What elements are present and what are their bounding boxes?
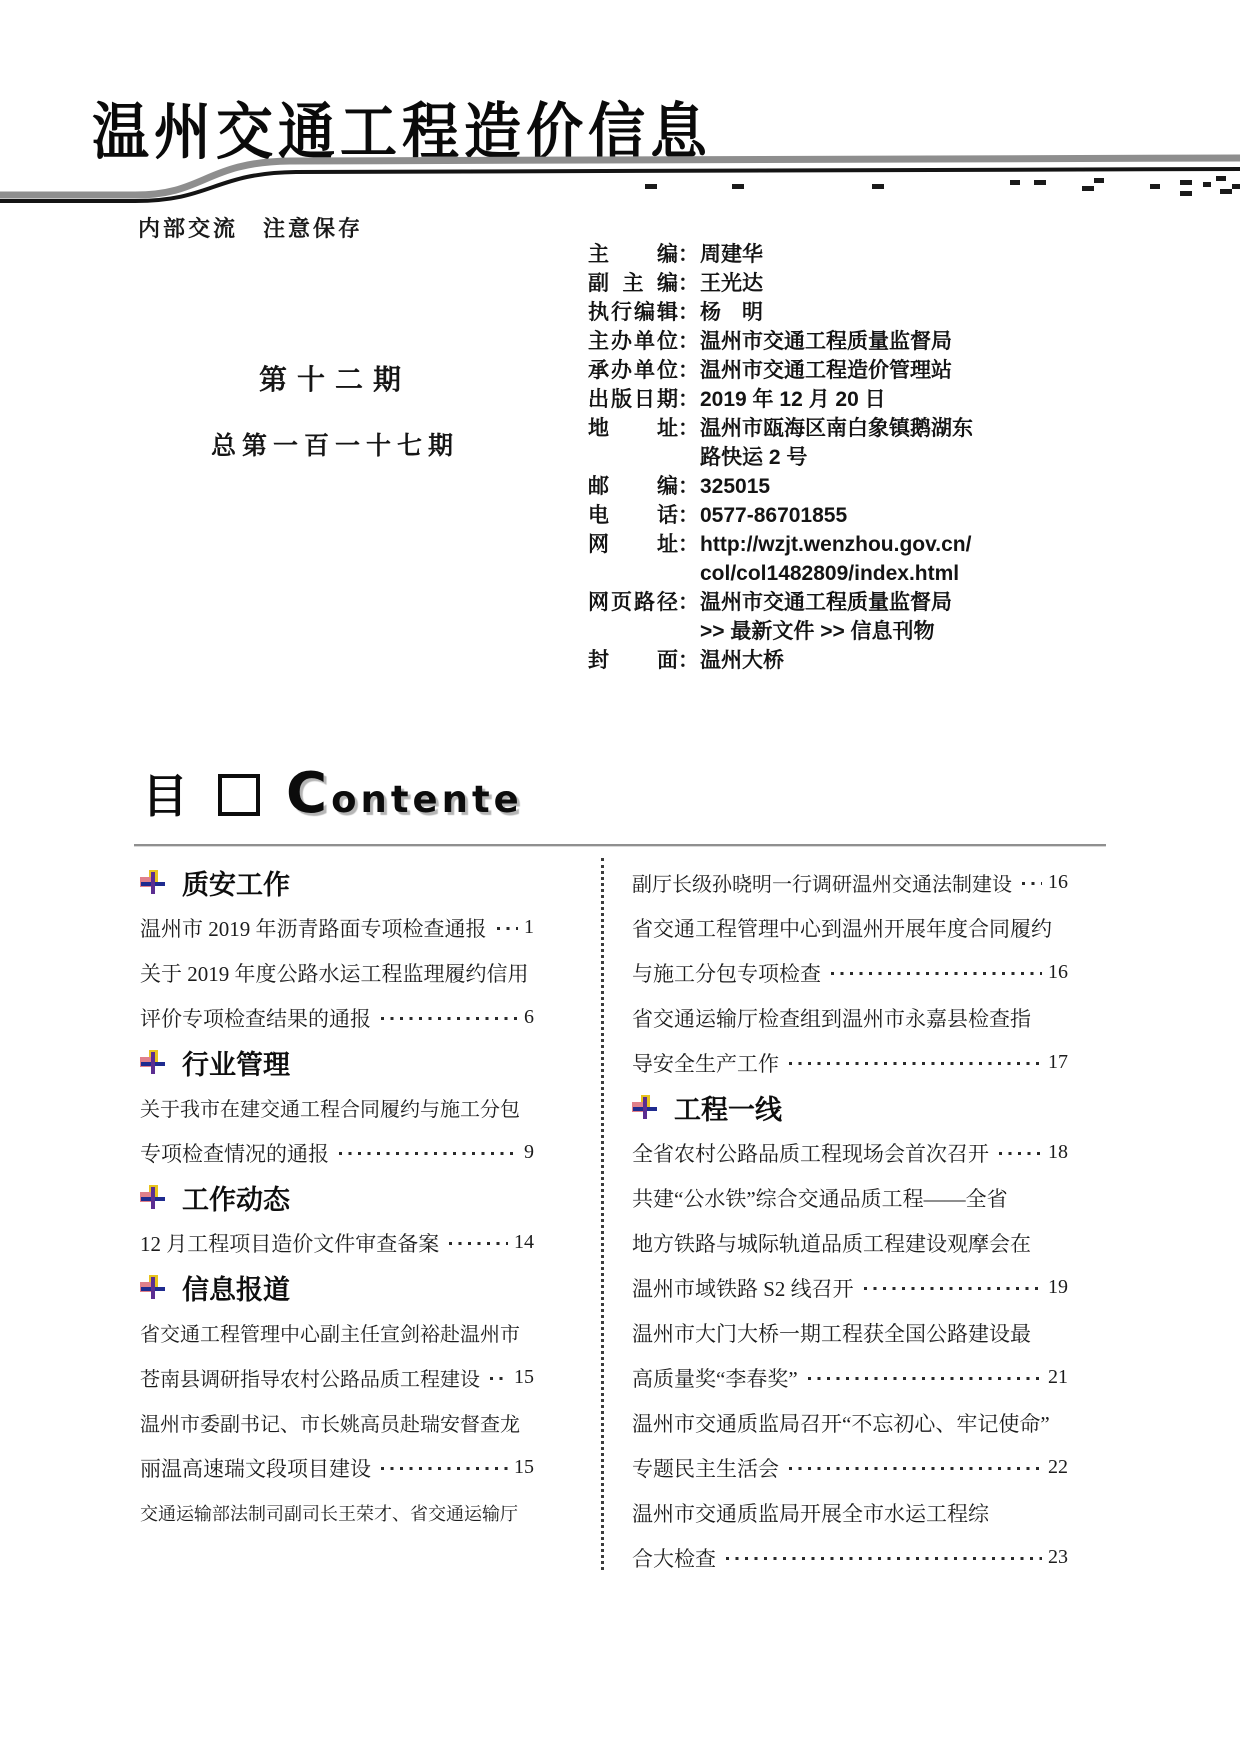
info-row: [588, 414, 1058, 443]
toc-entry-text: 合大检查: [632, 1546, 716, 1571]
info-label: 出版日期: [588, 388, 678, 411]
toc-entry-line: [140, 905, 534, 950]
toc-entry-text: 苍南县调研指导农村公路品质工程建设: [140, 1369, 480, 1391]
section-bullet-icon: [140, 1185, 166, 1211]
page-number: 16: [1048, 871, 1068, 893]
toc-entry-line: [632, 1355, 1068, 1400]
info-row: [588, 646, 1058, 675]
issue-block: [170, 358, 500, 462]
toc-entry-line: [632, 1265, 1068, 1310]
info-continuation: 路快运 2 号: [700, 446, 808, 469]
toc-entry-line: [140, 1130, 534, 1175]
publication-info: [588, 240, 1058, 675]
info-row: [588, 356, 1058, 385]
dot-leader: [449, 1242, 508, 1245]
info-label: 网址: [588, 533, 678, 556]
page-number: 15: [514, 1366, 534, 1388]
dot-leader: [864, 1287, 1042, 1290]
dot-leader: [381, 1467, 508, 1470]
toc-entry-line: [632, 1535, 1068, 1580]
dot-leader: [497, 927, 519, 930]
page-number: 21: [1048, 1366, 1068, 1388]
toc-entry-line: [140, 1085, 534, 1130]
info-row: [588, 298, 1058, 327]
toc-section-label: 质安工作: [182, 870, 290, 900]
page-number: 14: [514, 1231, 534, 1253]
dot-leader: [339, 1152, 518, 1155]
dot-leader: [789, 1062, 1042, 1065]
toc-entry-text: 导安全生产工作: [632, 1051, 779, 1076]
info-value: 王光达: [700, 272, 763, 295]
info-label: 副主编: [588, 272, 678, 295]
info-colon: ：: [678, 243, 699, 266]
info-label: 主编: [588, 243, 678, 266]
toc-entry-text: 关于我市在建交通工程合同履约与施工分包: [140, 1099, 520, 1121]
toc-entry-text: 12 月工程项目造价文件审查备案: [140, 1231, 440, 1256]
info-value: 温州大桥: [700, 649, 784, 672]
toc-section-label: 工作动态: [182, 1185, 290, 1215]
info-colon: ：: [678, 533, 699, 556]
toc-entry-text: 地方铁路与城际轨道品质工程建设观摩会在: [632, 1231, 1031, 1256]
toc-entry-line: [632, 1220, 1068, 1265]
info-colon: ：: [678, 301, 699, 324]
toc-entry-text: 关于 2019 年度公路水运工程监理履约信用: [140, 961, 529, 986]
info-label: 封面: [588, 649, 678, 672]
toc-entry-line: [632, 1175, 1068, 1220]
toc-entry-line: [140, 1220, 534, 1265]
info-value: 温州市交通工程质量监督局: [700, 591, 952, 614]
info-value: 0577-86701855: [700, 504, 848, 527]
toc-entry-line: [140, 995, 534, 1040]
info-label: 执行编辑: [588, 301, 678, 324]
info-rows: [588, 240, 1058, 675]
toc-entry-line: [140, 1355, 534, 1400]
page-number: 23: [1048, 1546, 1068, 1568]
info-continuation: col/col1482809/index.html: [700, 562, 960, 585]
info-row: [588, 240, 1058, 269]
toc-entry-line: [632, 905, 1068, 950]
info-colon: ：: [678, 591, 699, 614]
info-row: [588, 530, 1058, 559]
info-value: 温州市交通工程质量监督局: [700, 330, 952, 353]
toc-entry-text: 温州市委副书记、市长姚高员赴瑞安督查龙: [140, 1414, 520, 1436]
toc-entry-text: 评价专项检查结果的通报: [140, 1006, 371, 1031]
toc-entry-line: [632, 950, 1068, 995]
toc-entry-text: 省交通运输厅检查组到温州市永嘉县检查指: [632, 1006, 1031, 1031]
toc-entry-text: 温州市域铁路 S2 线召开: [632, 1276, 854, 1301]
dot-leader: [999, 1152, 1042, 1155]
toc-entry-text: 与施工分包专项检查: [632, 961, 821, 986]
contents-en-rest: ontente: [331, 777, 523, 821]
toc-entry-text: 交通运输部法制司副司长王荣才、省交通运输厅: [140, 1503, 518, 1524]
toc-entry-text: 丽温高速瑞文段项目建设: [140, 1456, 371, 1481]
info-value: 2019 年 12 月 20 日: [700, 388, 886, 411]
info-label: 地址: [588, 417, 678, 440]
info-value: 温州市交通工程造价管理站: [700, 359, 952, 382]
info-colon: ：: [678, 649, 699, 672]
toc-section-heading: [140, 860, 534, 905]
toc-entry-line: [632, 1400, 1068, 1445]
dot-leader: [490, 1377, 508, 1380]
dot-leader: [381, 1017, 518, 1020]
info-row: [588, 501, 1058, 530]
page-title: 温州交通工程造价信息: [92, 95, 712, 169]
info-label: 电话: [588, 504, 678, 527]
toc-entry-line: [140, 1400, 534, 1445]
info-row: [588, 327, 1058, 356]
toc-entry-line: [632, 1310, 1068, 1355]
toc-entry-text: 高质量奖“李春奖”: [632, 1366, 798, 1391]
page-number: 19: [1048, 1276, 1068, 1298]
page-number: 17: [1048, 1051, 1068, 1073]
toc-section-heading: [140, 1175, 534, 1220]
info-value: 温州市瓯海区南白象镇鹅湖东: [700, 417, 973, 440]
toc-entry-line: [140, 950, 534, 995]
contents-en-initial: C: [286, 760, 332, 826]
info-colon: ：: [678, 475, 699, 498]
toc-entry-line: [140, 1490, 534, 1535]
info-continuation: >> 最新文件 >> 信息刊物: [700, 620, 935, 643]
info-colon: ：: [678, 504, 699, 527]
contents-heading: [142, 760, 523, 826]
header-dashes: [645, 176, 1240, 196]
missing-glyph-box: [218, 774, 260, 816]
section-bullet-icon: [140, 1275, 166, 1301]
toc-section-label: 信息报道: [182, 1275, 290, 1305]
page-number: 6: [524, 1006, 534, 1028]
toc-entry-text: 省交通工程管理中心到温州开展年度合同履约: [632, 916, 1052, 941]
page-number: 9: [524, 1141, 534, 1163]
contents-divider-rule: [134, 844, 1106, 847]
page-number: 16: [1048, 961, 1068, 983]
toc-entry-text: 共建“公水铁”综合交通品质工程——全省: [632, 1186, 1008, 1211]
toc-entry-text: 副厅长级孙晓明一行调研温州交通法制建设: [632, 874, 1012, 896]
info-label: 网页路径: [588, 591, 678, 614]
toc-entry-line: [632, 1445, 1068, 1490]
toc-entry-text: 全省农村公路品质工程现场会首次召开: [632, 1141, 989, 1166]
contents-heading-en: [286, 761, 523, 826]
contents-heading-zh: 目: [142, 770, 188, 822]
dot-leader: [808, 1377, 1042, 1380]
toc-section-label: 工程一线: [674, 1095, 782, 1125]
dot-leader: [789, 1467, 1042, 1470]
info-value: 杨 明: [700, 301, 763, 324]
toc-section-heading: [140, 1040, 534, 1085]
info-value: http://wzjt.wenzhou.gov.cn/: [700, 533, 972, 556]
info-colon: ：: [678, 272, 699, 295]
toc-entry-text: 专题民主生活会: [632, 1456, 779, 1481]
section-bullet-icon: [140, 1050, 166, 1076]
page-number: 22: [1048, 1456, 1068, 1478]
toc-entry-line: [140, 1310, 534, 1355]
page-number: 15: [514, 1456, 534, 1478]
toc-section-heading: [632, 1085, 1068, 1130]
toc-entry-text: 温州市 2019 年沥青路面专项检查通报: [140, 916, 487, 941]
column-divider-dotted: [601, 858, 604, 1570]
toc-entry-line: [632, 1130, 1068, 1175]
toc-entry-text: 专项检查情况的通报: [140, 1141, 329, 1166]
header-swoosh-decoration: [0, 148, 1240, 212]
toc-entry-line: [632, 995, 1068, 1040]
info-label: 主办单位: [588, 330, 678, 353]
toc-entry-line: [140, 1445, 534, 1490]
info-value: 周建华: [700, 243, 763, 266]
info-row: [588, 472, 1058, 501]
info-colon: ：: [678, 388, 699, 411]
dot-leader: [831, 972, 1042, 975]
toc-entry-text: 温州市交通质监局召开“不忘初心、牢记使命”: [632, 1411, 1050, 1436]
toc-left-column: [140, 860, 534, 1535]
toc-right-column: [632, 860, 1068, 1580]
info-label: 邮编: [588, 475, 678, 498]
info-colon: ：: [678, 330, 699, 353]
info-colon: ：: [678, 359, 699, 382]
page-number: 1: [524, 916, 534, 938]
section-bullet-icon: [140, 870, 166, 896]
info-value: 325015: [700, 475, 771, 498]
issue-total-number: 总第一百一十七期: [210, 433, 459, 460]
info-label: 承办单位: [588, 359, 678, 382]
info-row: [588, 269, 1058, 298]
info-colon: ：: [678, 417, 699, 440]
info-row: [588, 588, 1058, 617]
info-row: [588, 385, 1058, 414]
internal-notice: 内部交流 注意保存: [138, 216, 364, 241]
toc-entry-line: [632, 1490, 1068, 1535]
section-bullet-icon: [632, 1095, 658, 1121]
issue-number: 第十二期: [258, 365, 411, 396]
page-number: 18: [1048, 1141, 1068, 1163]
toc-entry-line: [632, 860, 1068, 905]
toc-entry-text: 温州市大门大桥一期工程获全国公路建设最: [632, 1321, 1031, 1346]
toc-entry-text: 温州市交通质监局开展全市水运工程综: [632, 1501, 989, 1526]
toc-section-label: 行业管理: [182, 1050, 290, 1080]
dot-leader: [1022, 882, 1042, 885]
dot-leader: [726, 1557, 1042, 1560]
toc-entry-line: [632, 1040, 1068, 1085]
toc-entry-text: 省交通工程管理中心副主任宣剑裕赴温州市: [140, 1324, 520, 1346]
toc-section-heading: [140, 1265, 534, 1310]
